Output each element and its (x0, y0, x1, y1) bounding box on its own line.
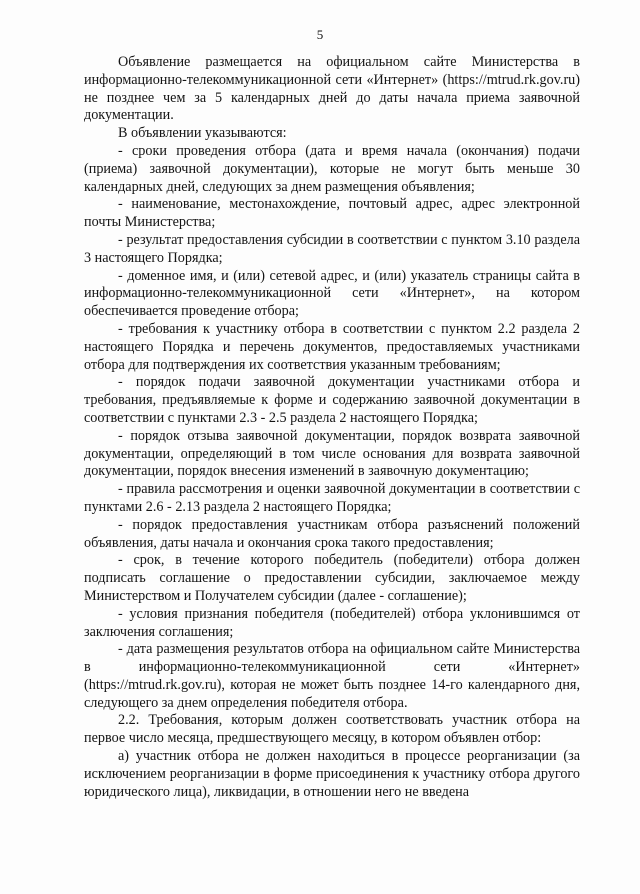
section-heading-2-2-requirements: 2.2. Требования, которым должен соответствовать участник отбора на первое число месяца, предшествующего месяцу, в котором объявлен отбор: (84, 712, 580, 747)
requirement-item-a: а) участник отбора не должен находиться в процессе реорганизации (за исключением реорганизации в форме присоединения к участнику отбора другого юридического лица), ликвидации, в отношении него не введена (84, 748, 580, 800)
page-number: 5 (316, 27, 324, 42)
list-item-evasion-conditions: - условия признания победителя (победителей) отбора уклонившимся от заключения соглашения; (84, 605, 580, 640)
list-item-results-publication-date: - дата размещения результатов отбора на официальном сайте Министерства в информационно-телекоммуникационной сети «Интернет» (https://mtrud.rk.gov.ru), которая не может быть позднее 14-го календарного дня, следующего за днем определения победителя отбора. (84, 641, 580, 711)
list-item-clarification-procedure: - порядок предоставления участникам отбора разъяснений положений объявления, даты начала и окончания срока такого предоставления; (84, 516, 580, 551)
list-item-evaluation-rules: - правила рассмотрения и оценки заявочной документации в соответствии с пунктами 2.6 - 2.13 раздела 2 настоящего Порядка; (84, 481, 580, 515)
list-item-ministry-details: - наименование, местонахождение, почтовый адрес, адрес электронной почты Министерства; (84, 196, 580, 231)
list-item-withdrawal-procedure: - порядок отзыва заявочной документации, порядок возврата заявочной документации, определяющий в том числе основания для возврата заявочной документации, порядок внесения изменений в заявочную документацию; (84, 427, 580, 480)
paragraph-announcement-placement: Объявление размещается на официальном сайте Министерства в информационно-телекоммуникационной сети «Интернет» (https://mtrud.rk.gov.ru) не позднее чем за 5 календарных дней до даты начала приема заявочной документации. (84, 54, 580, 124)
list-item-participant-requirements: - требования к участнику отбора в соответствии с пунктом 2.2 раздела 2 настоящего Порядка и перечень документов, предоставляемых участниками отбора для подтверждения их соответствия указанным требованиям; (84, 320, 580, 373)
list-item-agreement-deadline: - срок, в течение которого победитель (победители) отбора должен подписать соглашение о предоставлении субсидии, заключаемое между Министерством и Получателем субсидии (далее - соглашение); (84, 552, 580, 604)
list-item-domain-name: - доменное имя, и (или) сетевой адрес, и (или) указатель страницы сайта в информационно-телекоммуникационной сети «Интернет», на котором обеспечивается проведение отбора; (84, 267, 580, 320)
list-item-subsidy-result: - результат предоставления субсидии в соответствии с пунктом 3.10 раздела 3 настоящего Порядка; (84, 231, 580, 266)
list-item-selection-dates: - сроки проведения отбора (дата и время начала (окончания) подачи (приема) заявочной документации), которые не могут быть меньше 30 календарных дней, следующих за днем размещения объявления; (84, 142, 580, 195)
list-item-submission-procedure: - порядок подачи заявочной документации участниками отбора и требования, предъявляемые к форме и содержанию заявочной документации в соответствии с пунктами 2.3 - 2.5 раздела 2 настоящего Порядка; (84, 374, 580, 426)
document-body (84, 54, 580, 801)
paragraph-announcement-contents-intro: В объявлении указываются: (118, 125, 287, 142)
